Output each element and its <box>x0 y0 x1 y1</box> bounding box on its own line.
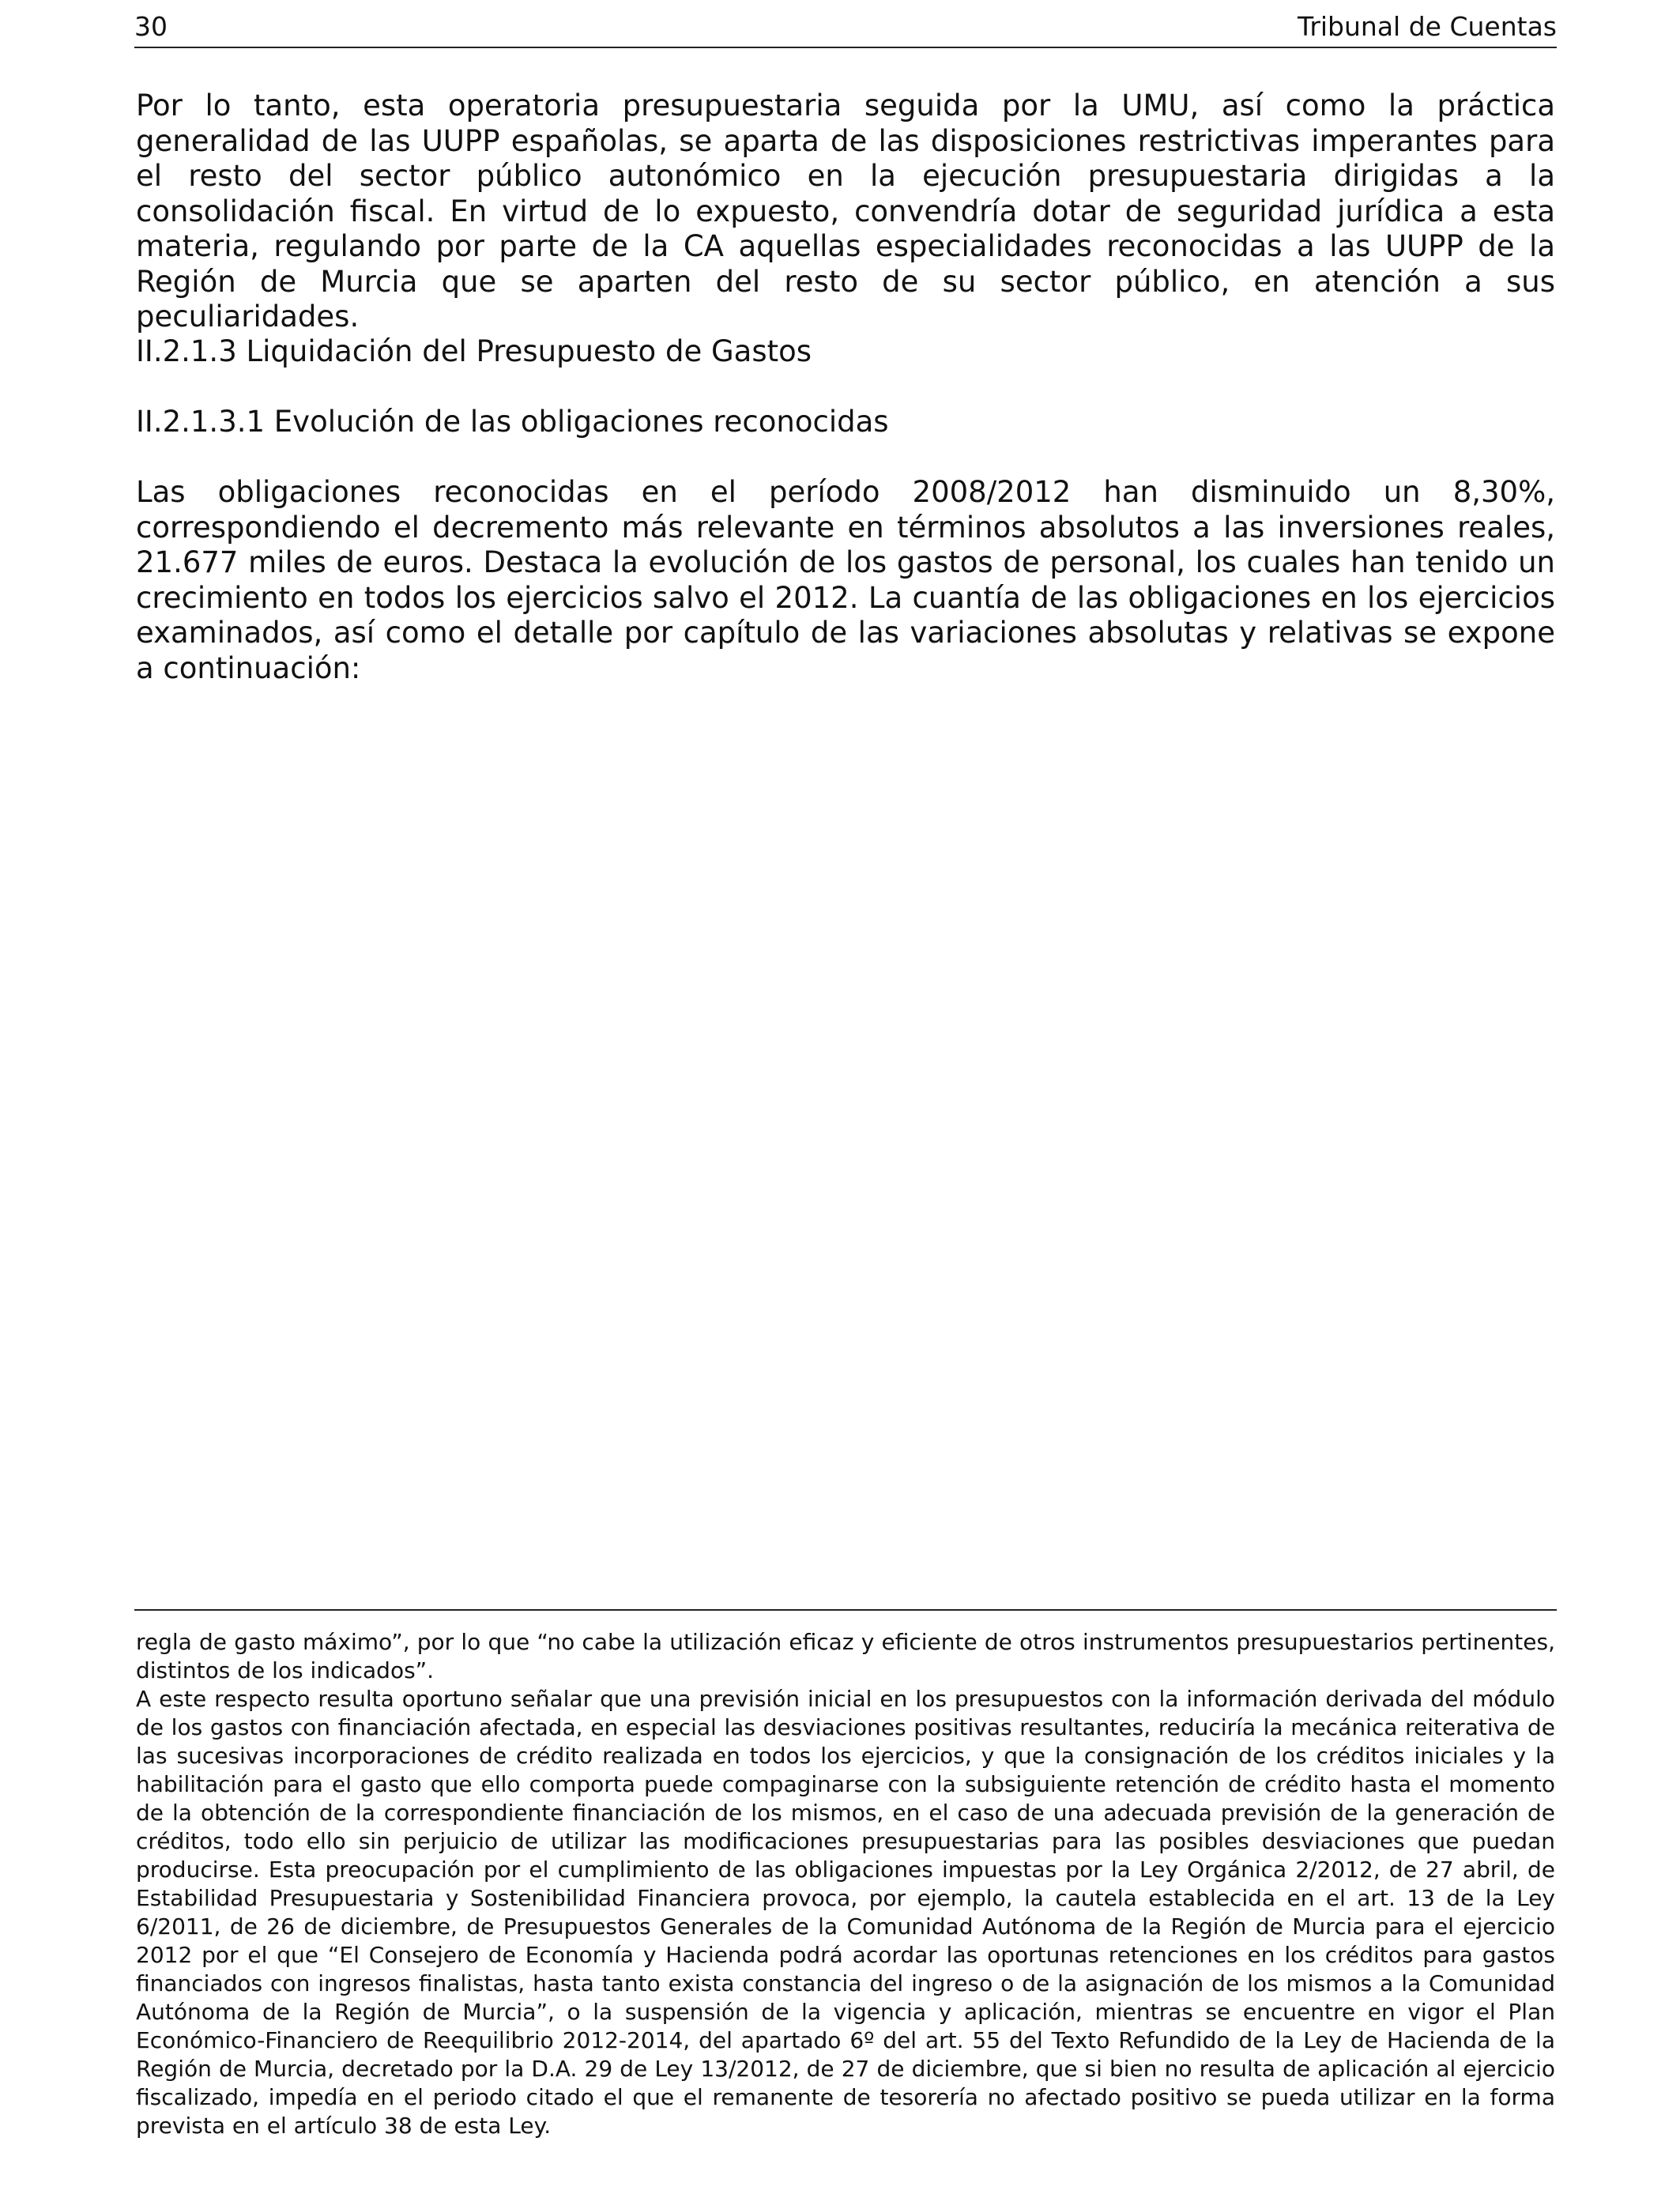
body-paragraph-2: Las obligaciones reconocidas en el período 2008/2012 han disminuido un 8,30%, correspondiendo el decremento más relevante en términos absolutos a las inversiones reales, 21.677 miles de euros. Destaca la evolución de los gastos de personal, los cuales han tenido un crecimiento en todos los ejercicios salvo el 2012. La cuantía de las obligaciones en los ejercicios examinados, así como el detalle por capítulo de las variaciones absolutas y relativas se expone a continuación: <box>136 475 1555 685</box>
page-number: 30 <box>134 11 168 42</box>
footnote-separator <box>134 1609 1557 1611</box>
footnote-paragraph: A este respecto resulta oportuno señalar que una previsión inicial en los presupuestos con la información derivada del módulo de los gastos con financiación afectada, en especial las desviaciones positivas resultantes, reduciría la mecánica reiterativa de las sucesivas incorporaciones de crédito realizada en todos los ejercicios, y que la consignación de los créditos iniciales y la habilitación para el gasto que ello comporta puede compaginarse con la subsiguiente retención de crédito hasta el momento de la obtención de la correspondiente financiación de los mismos, en el caso de una adecuada previsión de la generación de créditos, todo ello sin perjuicio de utilizar las modificaciones presupuestarias para las posibles desviaciones que puedan producirse. Esta preocupación por el cumplimiento de las obligaciones impuestas por la Ley Orgánica 2/2012, de 27 abril, de Estabilidad Presupuestaria y Sostenibilidad Financiera provoca, por ejemplo, la cautela establecida en el art. 13 de la Ley 6/2011, de 26 de diciembre, de Presupuestos Generales de la Comunidad Autónoma de la Región de Murcia para el ejercicio 2012 por el que “El Consejero de Economía y Hacienda podrá acordar las oportunas retenciones en los créditos para gastos financiados con ingresos finalistas, hasta tanto exista constancia del ingreso o de la asignación de los mismos a la Comunidad Autónoma de la Región de Murcia”, o la suspensión de la vigencia y aplicación, mientras se encuentre en vigor el Plan Económico-Financiero de Reequilibrio 2012-2014, del apartado 6º del art. 55 del Texto Refundido de la Ley de Hacienda de la Región de Murcia, decretado por la D.A. 29 de Ley 13/2012, de 27 de diciembre, que si bien no resulta de aplicación al ejercicio fiscalizado, impedía en el periodo citado el que el remanente de tesorería no afectado positivo se pueda utilizar en la forma prevista en el artículo 38 de esta Ley. <box>136 1686 1555 2139</box>
footnote-continuation: regla de gasto máximo”, por lo que “no cabe la utilización eficaz y eficiente de otros instrumentos presupuestarios pertinentes, distintos de los indicados”. <box>136 1629 1555 1683</box>
header-rule <box>134 47 1557 48</box>
section-heading: II.2.1.3 Liquidación del Presupuesto de Gastos <box>136 334 812 368</box>
body-paragraph-1: Por lo tanto, esta operatoria presupuestaria seguida por la UMU, así como la práctica generalidad de las UUPP españolas, se aparta de las disposiciones restrictivas imperantes para el resto del sector público autonómico en la ejecución presupuestaria dirigidas a la consolidación fiscal. En virtud de lo expuesto, convendría dotar de seguridad jurídica a esta materia, regulando por parte de la CA aquellas especialidades reconocidas a las UUPP de la Región de Murcia que se aparten del resto de su sector público, en atención a sus peculiaridades. <box>136 89 1555 334</box>
header-title: Tribunal de Cuentas <box>1298 11 1557 42</box>
subsection-heading: II.2.1.3.1 Evolución de las obligaciones reconocidas <box>136 405 889 439</box>
running-header <box>134 6 1557 47</box>
